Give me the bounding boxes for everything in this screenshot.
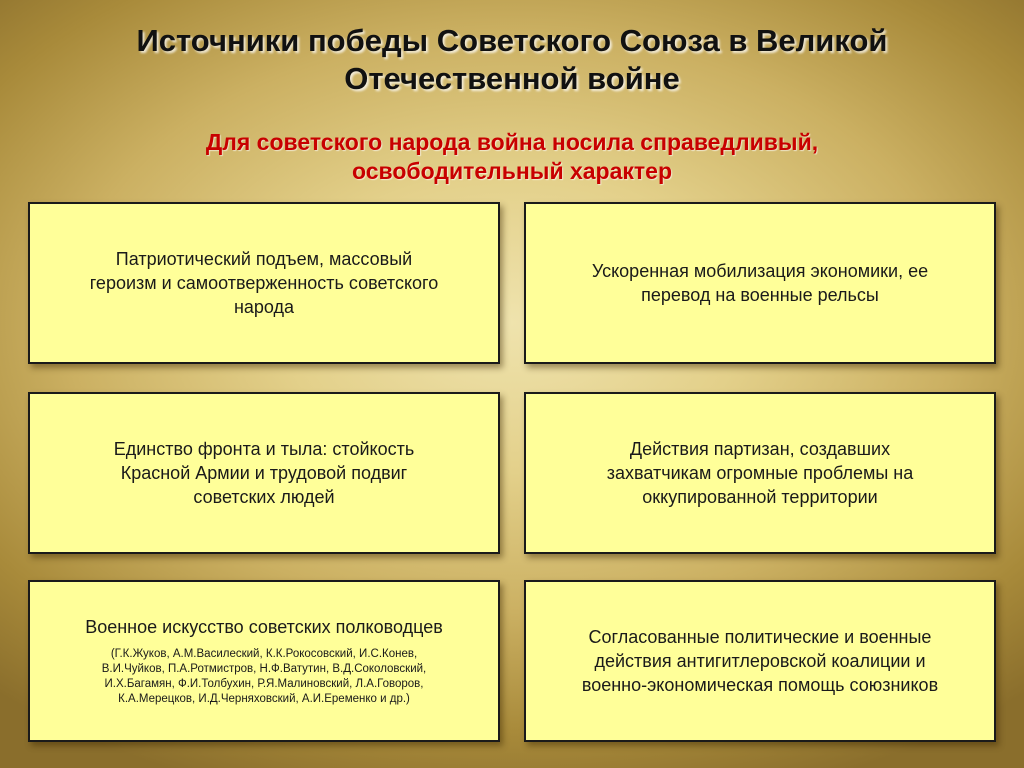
- card-economic-mobilization: [524, 202, 996, 364]
- card-line: Военное искусство советских полководцев: [85, 617, 443, 637]
- card-line: Патриотический подъем, массовый: [115, 249, 413, 269]
- card-text: [90, 247, 438, 319]
- card-line: Красной Армии и трудовой подвиг: [120, 463, 408, 483]
- commanders-list: [102, 647, 426, 707]
- card-line: перевод на военные рельсы: [641, 285, 879, 305]
- card-front-and-rear-unity: [28, 392, 500, 554]
- title-line-2: Отечественной войне: [344, 61, 680, 96]
- card-line: Согласованные политические и военные: [588, 627, 932, 647]
- card-allied-coalition: [524, 580, 996, 742]
- commanders-line: К.А.Мерецков, И.Д.Черняховский, А.И.Еременко и др.): [118, 693, 410, 705]
- card-text: [607, 437, 913, 509]
- card-line: народа: [233, 297, 295, 317]
- card-patriotic-upsurge: [28, 202, 500, 364]
- title-line-1: Источники победы Советского Союза в Великой: [136, 23, 888, 58]
- commanders-line: В.И.Чуйков, П.А.Ротмистров, Н.Ф.Ватутин, В.Д.Соколовский,: [101, 663, 427, 675]
- card-line: действия антигитлеровской коалиции и: [594, 651, 926, 671]
- commanders-line: (Г.К.Жуков, А.М.Василеский, К.К.Рокосовский, И.С.Конев,: [110, 648, 418, 660]
- page-title: [40, 22, 984, 98]
- card-line: советских людей: [193, 487, 335, 507]
- card-text: [592, 259, 928, 307]
- card-line: героизм и самоотверженность советского: [89, 273, 439, 293]
- card-partisan-actions: [524, 392, 996, 554]
- card-line: военно-экономическая помощь союзников: [581, 675, 939, 695]
- card-text: [582, 625, 938, 697]
- card-line: Единство фронта и тыла: стойкость: [113, 439, 415, 459]
- card-line: захватчикам огромные проблемы на: [606, 463, 914, 483]
- subtitle: [40, 128, 984, 186]
- card-text: [85, 615, 443, 639]
- commanders-line: И.Х.Багамян, Ф.И.Толбухин, Р.Я.Малиновский, Л.А.Говоров,: [104, 678, 424, 690]
- card-line: Действия партизан, создавших: [629, 439, 891, 459]
- subtitle-line-1: Для советского народа война носила справедливый,: [205, 129, 819, 155]
- card-text: [114, 437, 415, 509]
- subtitle-line-2: освободительный характер: [351, 158, 673, 184]
- card-military-art: [28, 580, 500, 742]
- card-line: оккупированной территории: [642, 487, 878, 507]
- card-line: Ускоренная мобилизация экономики, ее: [591, 261, 929, 281]
